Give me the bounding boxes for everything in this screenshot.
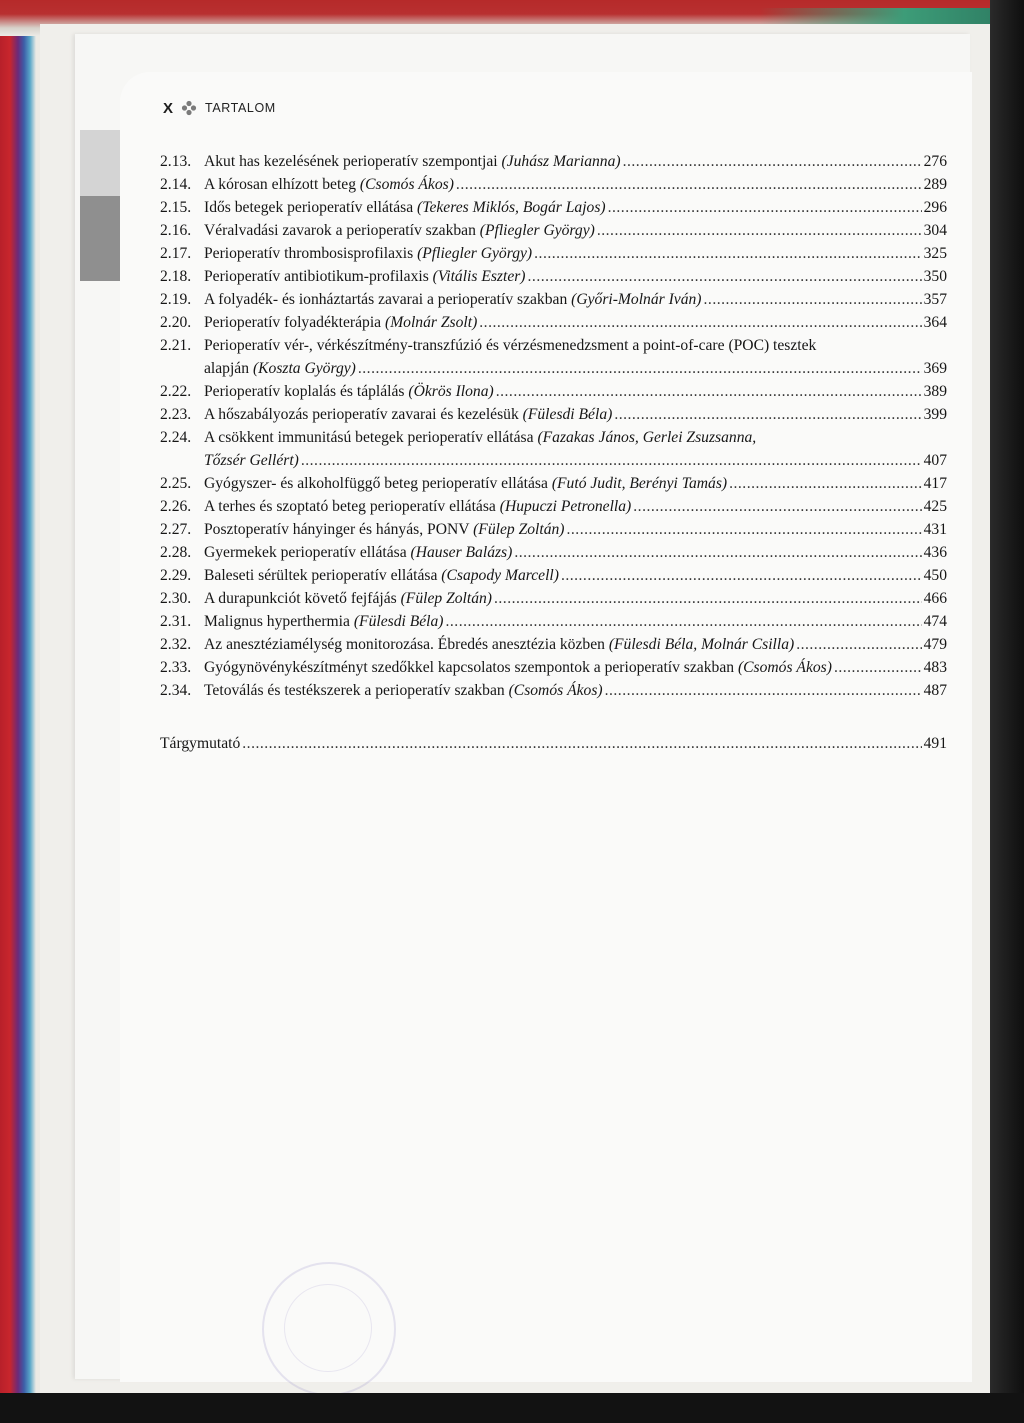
toc-entry-author: (Csomós Ákos) (508, 682, 603, 699)
toc-entry-title: Gyermekek perioperatív ellátása (204, 544, 407, 561)
toc-entry-author: (Csapody Marcell) (441, 567, 559, 584)
toc-entry-page: 450 (923, 567, 947, 584)
leader-dots (528, 265, 922, 288)
toc-entry-author: (Vitális Eszter) (432, 268, 526, 285)
toc-entry-number: 2.17. (160, 245, 192, 262)
toc-entry-page: 487 (923, 682, 947, 699)
library-stamp (262, 1262, 396, 1396)
toc-entry[interactable] (160, 426, 947, 472)
toc-entry-title: Perioperatív thrombosisprofilaxis (204, 245, 414, 262)
toc-entry[interactable] (160, 173, 947, 196)
toc-entry-title: A csökkent immunitású betegek perioperatív ellátása (204, 429, 534, 446)
leader-dots (605, 679, 922, 702)
toc-entry-author: (Futó Judit, Berényi Tamás) (551, 475, 728, 492)
toc-entry[interactable] (160, 495, 947, 518)
leader-dots (561, 564, 922, 587)
leader-dots (796, 633, 921, 656)
toc-entry-number: 2.32. (160, 636, 192, 653)
index-title: Tárgymutató (160, 735, 241, 752)
toc-entry[interactable] (160, 265, 947, 288)
toc-entry[interactable] (160, 518, 947, 541)
toc-entry[interactable] (160, 196, 947, 219)
toc-entry-page: 350 (923, 268, 947, 285)
leader-dots (614, 403, 921, 426)
toc-entry[interactable] (160, 564, 947, 587)
toc-entry[interactable] (160, 219, 947, 242)
index-entry[interactable] (160, 732, 947, 755)
toc-entry-number: 2.16. (160, 222, 192, 239)
toc-entry-title: Perioperatív folyadékterápia (204, 314, 382, 331)
toc-entry-title: Akut has kezelésének perioperatív szempontjai (204, 153, 498, 170)
scan-margin-mark-light (80, 130, 120, 196)
toc-entry-author: (Fülep Zoltán) (473, 521, 565, 538)
leader-dots (633, 495, 921, 518)
toc-entry-author: (Fülesdi Béla, Molnár Csilla) (608, 636, 795, 653)
toc-entry-title: Baleseti sérültek perioperatív ellátása (204, 567, 438, 584)
scan-bottom-border (0, 1393, 1024, 1423)
toc-entry-author: (Fazakas János, Gerlei Zsuzsanna, (537, 429, 757, 446)
leader-dots (514, 541, 921, 564)
toc-entry-title: A terhes és szoptató beteg perioperatív ellátása (204, 498, 496, 515)
toc-entry[interactable] (160, 610, 947, 633)
scan-margin-mark (80, 196, 120, 281)
toc-entry-title: A durapunkciót követő fejfájás (204, 590, 397, 607)
toc-entry[interactable] (160, 334, 947, 380)
toc-entry[interactable] (160, 311, 947, 334)
toc-entry-page: 474 (923, 613, 947, 630)
toc-entry[interactable] (160, 380, 947, 403)
leader-dots (479, 311, 921, 334)
leader-dots (242, 732, 921, 755)
toc-entry-title: A folyadék- és ionháztartás zavarai a perioperatív szakban (204, 291, 568, 308)
toc-entry-author: (Fülep Zoltán) (400, 590, 492, 607)
leader-dots (496, 380, 922, 403)
toc-entry-page: 466 (923, 590, 947, 607)
leader-dots (597, 219, 922, 242)
toc-entry-page: 296 (923, 199, 947, 216)
toc-entry-author: (Koszta György) (252, 360, 356, 377)
leader-dots (729, 472, 922, 495)
toc-entry-number: 2.31. (160, 613, 192, 630)
toc-entry-title: Posztoperatív hányinger és hányás, PONV (204, 521, 470, 538)
toc-entry-page: 417 (923, 475, 947, 492)
toc-entry-author: (Hupuczi Petronella) (499, 498, 632, 515)
leader-dots (358, 357, 922, 380)
toc-entry-title: Gyógynövénykészítményt szedőkkel kapcsolatos szempontok a perioperatív szakban (204, 659, 735, 676)
toc-entry-page: 407 (923, 452, 947, 469)
toc-entry-author: (Győri-Molnár Iván) (571, 291, 702, 308)
toc-entry-number: 2.13. (160, 153, 192, 170)
toc-entry-author: (Ökrös Ilona) (408, 383, 494, 400)
toc-entry-title: Malignus hyperthermia (204, 613, 350, 630)
toc-entry-page: 304 (923, 222, 947, 239)
leader-dots (567, 518, 922, 541)
toc-entry-page: 483 (923, 659, 947, 676)
toc-entry-page: 425 (923, 498, 947, 515)
toc-entry-title: Tetoválás és testékszerek a perioperatív szakban (204, 682, 505, 699)
leader-dots (623, 150, 922, 173)
toc-entry-page: 289 (923, 176, 947, 193)
toc-entry-page: 369 (923, 360, 947, 377)
toc-entry-page: 479 (923, 636, 947, 653)
toc-entry[interactable] (160, 679, 947, 702)
toc-entry-number: 2.25. (160, 475, 192, 492)
toc-entry-author: (Pfliegler György) (479, 222, 595, 239)
scan-right-border (990, 0, 1024, 1423)
toc-entry-title: Gyógyszer- és alkoholfüggő beteg perioperatív ellátása (204, 475, 548, 492)
toc-entry-author: (Pfliegler György) (417, 245, 533, 262)
toc-entry-title: A hőszabályozás perioperatív zavarai és kezelésük (204, 406, 519, 423)
page-number-roman: X (163, 99, 174, 117)
toc-entry-author: (Hauser Balázs) (410, 544, 513, 561)
toc-entry-author: (Fülesdi Béla) (353, 613, 444, 630)
toc-entry-number: 2.22. (160, 383, 192, 400)
toc-entry-number: 2.33. (160, 659, 192, 676)
index-page: 491 (923, 735, 947, 752)
toc-entry-author: (Tekeres Miklós, Bogár Lajos) (417, 199, 606, 216)
toc-entry-title-cont: alapján (204, 360, 250, 377)
toc-entry-number: 2.34. (160, 682, 192, 699)
table-of-contents (160, 150, 947, 755)
leader-dots (456, 173, 922, 196)
toc-entry-author: (Csomós Ákos) (737, 659, 832, 676)
toc-entry-page: 436 (923, 544, 947, 561)
toc-entry-author: (Molnár Zsolt) (385, 314, 478, 331)
toc-entry-page: 389 (923, 383, 947, 400)
leader-dots (494, 587, 922, 610)
toc-entry-page: 399 (923, 406, 947, 423)
toc-entry-title: Perioperatív antibiotikum-profilaxis (204, 268, 429, 285)
toc-entry-author-cont: Tőzsér Gellért) (204, 452, 299, 469)
toc-entry-number: 2.19. (160, 291, 192, 308)
toc-entry-title: Perioperatív koplalás és táplálás (204, 383, 405, 400)
ornament-icon (181, 100, 197, 116)
toc-entry[interactable] (160, 403, 947, 426)
toc-entry-number: 2.28. (160, 544, 192, 561)
toc-entry-title: Véralvadási zavarok a perioperatív szakban (204, 222, 476, 239)
toc-entry-number: 2.18. (160, 268, 192, 285)
leader-dots (704, 288, 922, 311)
leader-dots (534, 242, 921, 265)
toc-entry[interactable] (160, 587, 947, 610)
toc-entry-page: 276 (923, 153, 947, 170)
toc-entry[interactable] (160, 150, 947, 173)
running-head (163, 98, 276, 118)
toc-entry-number: 2.15. (160, 199, 192, 216)
toc-entry-page: 431 (923, 521, 947, 538)
leader-dots (446, 610, 922, 633)
toc-entry[interactable] (160, 541, 947, 564)
toc-entry-title: A kórosan elhízott beteg (204, 176, 357, 193)
toc-entry-number: 2.14. (160, 176, 192, 193)
toc-entry[interactable] (160, 288, 947, 311)
toc-entry-title: Az anesztéziamélység monitorozása. Ébredés anesztézia közben (204, 636, 605, 653)
toc-entry-author: (Juhász Marianna) (501, 153, 621, 170)
toc-entry[interactable] (160, 242, 947, 265)
leader-dots (834, 656, 922, 679)
section-title: TARTALOM (205, 101, 276, 115)
toc-entry-page: 364 (923, 314, 947, 331)
toc-entry[interactable] (160, 656, 947, 679)
toc-entry-number: 2.21. (160, 337, 192, 354)
toc-entry-number: 2.29. (160, 567, 192, 584)
toc-entry-number: 2.26. (160, 498, 192, 515)
toc-entry-number: 2.20. (160, 314, 192, 331)
toc-entry-author: (Csomós Ákos) (359, 176, 454, 193)
toc-entry-author: (Fülesdi Béla) (522, 406, 613, 423)
toc-entry-number: 2.23. (160, 406, 192, 423)
toc-entry-title: Perioperatív vér-, vérkészítmény-transzfúzió és vérzésmenedzsment a point-of-care (POC) tesztek (204, 337, 817, 354)
leader-dots (301, 449, 922, 472)
toc-entry[interactable] (160, 633, 947, 656)
toc-entry-number: 2.24. (160, 429, 192, 446)
leader-dots (608, 196, 922, 219)
toc-entry-page: 325 (923, 245, 947, 262)
toc-entry-title: Idős betegek perioperatív ellátása (204, 199, 414, 216)
toc-entry-number: 2.27. (160, 521, 192, 538)
toc-entry-number: 2.30. (160, 590, 192, 607)
toc-entry[interactable] (160, 472, 947, 495)
toc-entry-page: 357 (923, 291, 947, 308)
